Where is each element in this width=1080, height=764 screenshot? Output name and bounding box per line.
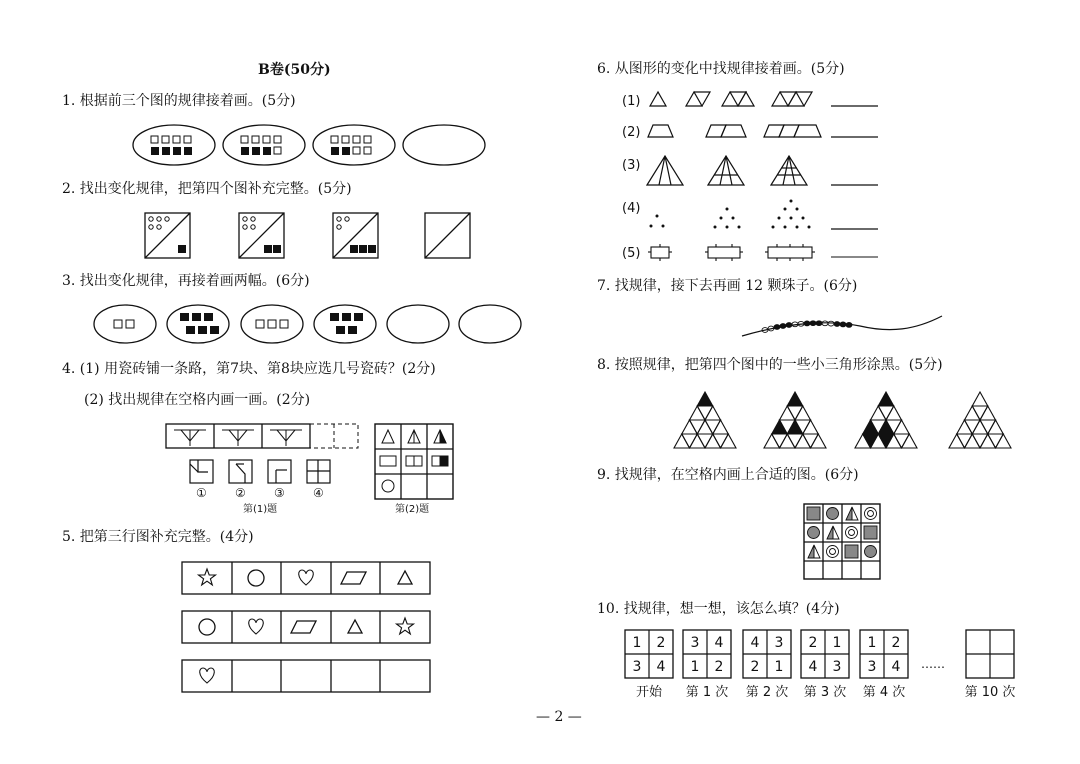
q10-grid-cell: 1 xyxy=(832,635,842,651)
small-triangle xyxy=(996,434,1012,448)
question-4-part1-text: 4. (1) 用瓷砖铺一条路，第7块、第8块应选几号瓷砖？(2分) xyxy=(62,361,436,377)
q10-grid-label: 第 10 次 xyxy=(964,685,1016,700)
q2-figures xyxy=(145,213,470,258)
question-10-text: 10. 找规律，想一想，该怎么填？(4分) xyxy=(597,601,840,617)
q10-grid-cell: 4 xyxy=(656,659,666,675)
small-triangle xyxy=(988,434,1004,448)
q10-grid-cell: 2 xyxy=(656,635,666,651)
tile-option-number: ① xyxy=(196,486,207,500)
small-triangle xyxy=(965,406,981,420)
question-9-text: 9. 找规律，在空格内画上合适的图。(6分) xyxy=(597,467,859,483)
q10-grid-cell: 3 xyxy=(774,635,784,651)
small-triangle xyxy=(682,434,698,448)
small-triangle xyxy=(902,434,918,448)
q1-oval-1 xyxy=(133,125,215,165)
tile-option-1 xyxy=(190,460,213,483)
q10-grid-cell: 2 xyxy=(808,635,818,651)
q10-ellipsis: …… xyxy=(921,657,945,671)
small-triangle xyxy=(863,434,879,448)
small-triangle xyxy=(972,392,988,406)
q6-label: (2) xyxy=(622,125,641,140)
q6-label: (1) xyxy=(622,94,641,109)
small-triangle xyxy=(787,434,803,448)
small-triangle xyxy=(780,406,796,420)
small-triangle xyxy=(803,420,819,434)
small-triangle xyxy=(713,434,729,448)
q10-grid xyxy=(965,630,1016,700)
q2-square-2 xyxy=(239,213,284,258)
small-triangle xyxy=(878,392,894,406)
small-triangle xyxy=(980,434,996,448)
q10-grid-cell: 1 xyxy=(690,659,700,675)
small-triangle xyxy=(705,420,721,434)
q3-oval-blank-1 xyxy=(387,305,449,343)
small-triangle xyxy=(886,406,902,420)
q10-grid-label: 第 4 次 xyxy=(862,685,906,700)
q10-grid-cell: 4 xyxy=(750,635,760,651)
q10-grid-cell: 4 xyxy=(891,659,901,675)
small-triangle xyxy=(697,434,713,448)
q6-label: (3) xyxy=(622,158,641,173)
small-triangle xyxy=(811,434,827,448)
small-triangle xyxy=(787,406,803,420)
small-triangle xyxy=(878,406,894,420)
small-triangle xyxy=(697,406,713,420)
tile-option-number: ② xyxy=(235,486,246,500)
small-triangle xyxy=(988,420,1004,434)
q2-square-4-blank xyxy=(425,213,470,258)
q3-oval-4 xyxy=(314,305,376,343)
small-triangle xyxy=(965,420,981,434)
small-triangle xyxy=(772,434,788,448)
tile-option-3 xyxy=(268,460,291,483)
q4-tile-road xyxy=(166,424,358,448)
small-triangle xyxy=(690,406,706,420)
q10-grid-cell: 3 xyxy=(690,635,700,651)
small-triangle xyxy=(721,434,737,448)
q6-dots xyxy=(650,200,811,229)
small-triangle xyxy=(713,420,729,434)
small-triangle xyxy=(972,434,988,448)
small-triangle xyxy=(949,434,965,448)
small-triangle xyxy=(980,420,996,434)
small-triangle xyxy=(871,406,887,420)
q3-oval-3 xyxy=(241,305,303,343)
tile-option-number: ④ xyxy=(313,486,324,500)
q10-grids xyxy=(625,630,1015,700)
section-title: B卷(50分) xyxy=(258,62,331,78)
q10-grid-cell: 1 xyxy=(774,659,784,675)
q8-triangles xyxy=(674,392,1011,448)
q1-oval-blank xyxy=(403,125,485,165)
small-triangle xyxy=(705,406,721,420)
small-triangle xyxy=(772,420,788,434)
q10-grid-cell: 2 xyxy=(891,635,901,651)
small-triangle xyxy=(674,434,690,448)
small-triangle xyxy=(705,434,721,448)
small-triangle xyxy=(682,420,698,434)
small-triangle xyxy=(878,420,894,434)
q5-row-1 xyxy=(182,562,430,594)
q9-grid xyxy=(804,504,880,579)
page-number: — 2 — xyxy=(536,709,582,725)
q10-grid-label: 第 3 次 xyxy=(803,685,847,700)
q10-grid-cell: 3 xyxy=(832,659,842,675)
tile-option-number: ③ xyxy=(274,486,285,500)
small-triangle xyxy=(803,434,819,448)
small-triangle xyxy=(795,406,811,420)
q10-grid xyxy=(683,630,731,700)
q4-grid xyxy=(375,424,453,499)
question-3-text: 3. 找出变化规律，再接着画两幅。(6分) xyxy=(62,273,310,289)
small-triangle xyxy=(787,420,803,434)
q2-square-1 xyxy=(145,213,190,258)
q6-row5-figures xyxy=(648,244,878,261)
q4-tile-option-numbers xyxy=(196,486,324,500)
small-triangle xyxy=(780,434,796,448)
q3-oval-1 xyxy=(94,305,156,343)
small-triangle xyxy=(878,434,894,448)
small-triangle xyxy=(894,420,910,434)
small-triangle xyxy=(787,392,803,406)
q2-square-3 xyxy=(333,213,378,258)
small-triangle xyxy=(690,420,706,434)
question-8-text: 8. 按照规律，把第四个图中的一些小三角形涂黑。(5分) xyxy=(597,357,943,373)
q10-grid-cell: 3 xyxy=(632,659,642,675)
q1-figures xyxy=(133,125,485,165)
question-5-text: 5. 把第三行图补充完整。(4分) xyxy=(62,529,254,545)
q10-grid xyxy=(801,630,849,700)
small-triangle xyxy=(957,420,973,434)
q10-grid-label: 第 1 次 xyxy=(685,685,729,700)
question-4-part2-text: (2) 找出规律在空格内画一画。(2分) xyxy=(84,392,311,408)
question-6-text: 6. 从图形的变化中找规律接着画。(5分) xyxy=(597,61,845,77)
q1-oval-3 xyxy=(313,125,395,165)
tile-option-4 xyxy=(307,460,330,483)
q10-grid-cell: 2 xyxy=(750,659,760,675)
q10-grid-cell: 4 xyxy=(714,635,724,651)
q10-grid-cell: 2 xyxy=(714,659,724,675)
q4-caption-1: 第(1)题 xyxy=(243,504,278,515)
small-triangle xyxy=(980,406,996,420)
question-2-text: 2. 找出变化规律，把第四个图补充完整。(5分) xyxy=(62,181,352,197)
question-7-text: 7. 找规律，接下去再画 12 颗珠子。(6分) xyxy=(597,278,858,294)
q10-grid-label: 第 2 次 xyxy=(745,685,789,700)
small-triangle xyxy=(863,420,879,434)
small-triangle xyxy=(764,434,780,448)
q5-row-2 xyxy=(182,611,430,643)
small-triangle xyxy=(697,420,713,434)
small-triangle xyxy=(697,392,713,406)
q7-bead-string xyxy=(742,316,942,336)
q4-tile-options xyxy=(190,460,330,483)
q6-figures xyxy=(647,92,878,185)
q1-oval-2 xyxy=(223,125,305,165)
question-1-text: 1. 根据前三个图的规律接着画。(5分) xyxy=(62,93,296,109)
q10-grid xyxy=(625,630,673,700)
q4-caption-2: 第(2)题 xyxy=(395,504,430,515)
q6-row-labels xyxy=(622,94,640,261)
small-triangle xyxy=(690,434,706,448)
q6-label: (4) xyxy=(622,201,641,216)
q10-grid-label: 开始 xyxy=(635,685,663,700)
q3-oval-blank-2 xyxy=(459,305,521,343)
q3-oval-2 xyxy=(167,305,229,343)
small-triangle xyxy=(965,434,981,448)
q10-grid xyxy=(743,630,791,700)
q5-rows xyxy=(182,562,430,692)
q5-row-3 xyxy=(182,660,430,692)
q10-grid-cell: 1 xyxy=(632,635,642,651)
q10-grid xyxy=(860,630,908,700)
q10-grid-cell: 4 xyxy=(808,659,818,675)
q6-label: (5) xyxy=(622,246,641,261)
q3-figures xyxy=(94,305,521,343)
q10-grid-cell: 1 xyxy=(867,635,877,651)
small-triangle xyxy=(795,434,811,448)
small-triangle xyxy=(972,420,988,434)
small-triangle xyxy=(957,434,973,448)
q10-grid-cell: 3 xyxy=(867,659,877,675)
small-triangle xyxy=(972,406,988,420)
tile-option-2 xyxy=(229,460,252,483)
small-triangle xyxy=(894,434,910,448)
